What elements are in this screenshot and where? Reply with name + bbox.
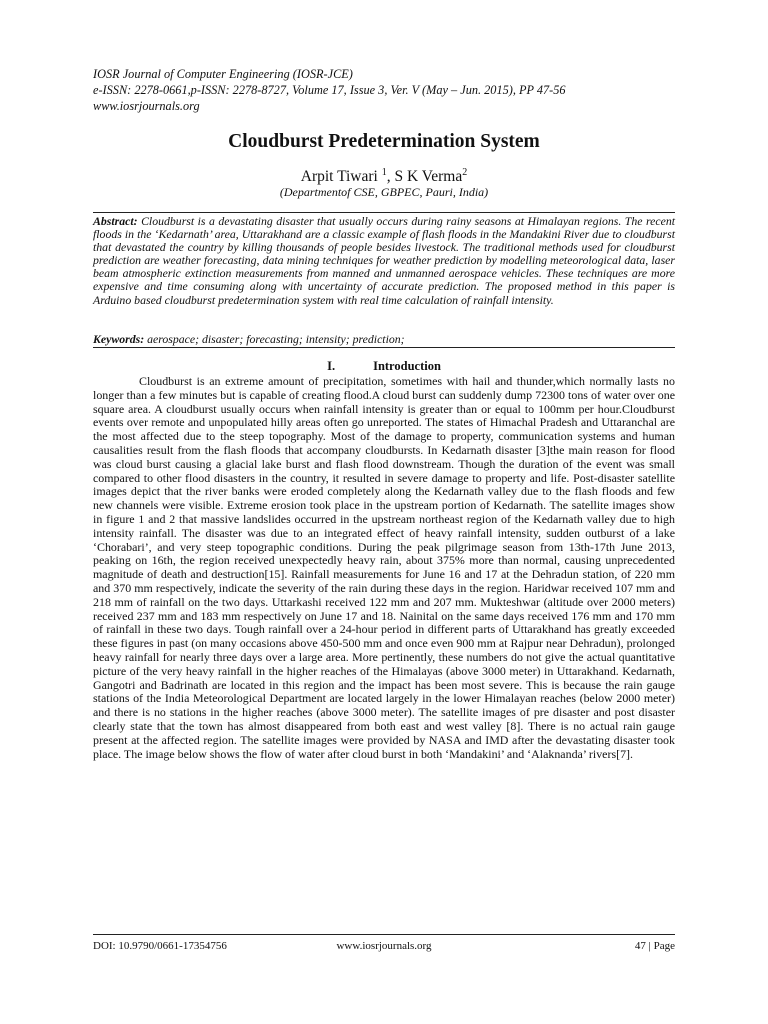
keywords-text: aerospace; disaster; forecasting; intensity; prediction; <box>147 332 405 346</box>
journal-issn: e-ISSN: 2278-0661,p-ISSN: 2278-8727, Volume 17, Issue 3, Ver. V (May – Jun. 2015), PP 47-56 <box>93 83 566 97</box>
author-2-affiliation-mark: 2 <box>462 167 468 178</box>
footer-page-number: 47 | Page <box>634 940 675 952</box>
journal-header <box>93 66 693 114</box>
keywords-label: Keywords: <box>93 332 145 346</box>
introduction-paragraph: Cloudburst is an extreme amount of precipitation, sometimes with hail and thunder,which normally lasts no longer than a few minutes but is capable of creating flood.A cloud burst can suddenly dump 72300 tons of water over one square area. A cloudburst usually occurs when rainfall intensity is greater than or equal to 100mm per hour.Cloudburst events over remote and unpopulated hilly areas often go unreported. The states of Himachal Pradesh and Uttaranchal are the most affected due to the steep topography. Most of the damage to property, communication systems and human causalities result from the flash floods that accompany cloudbursts. In Kedarnath disaster [3]the main reason for flood was cloud burst causing a glacial lake burst and flash flood downstream. Though the duration of the event was small compared to other flood disasters in the country, it resulted in severe damage to property and life. Post-disaster satellite images depict that the river banks were eroded completely along the Kedarnath valley due to the flash floods and few new channels were visible. Extreme erosion took place in the upstream portion of Kedarnath. The satellite images show in figure 1 and 2 that massive landslides occurred in the upstream northeast region of the Kedarnath valley due to high intensity rainfall. The disaster was due to an integrated effect of heavy rainfall intensity, sudden outburst of a lake ‘Chorabari’, and very steep topographic conditions. During the peak pilgrimage season from 13th-17th June 2013, peaking on 16th, the region received unexpectedly heavy rain, about 375% more than normal, causing unprecedented magnitude of death and destruction[15]. Rainfall measurements for June 16 and 17 at the Dehradun station, of 220 mm and 370 mm respectively, indicate the severity of the rain during these days in the region. Haridwar received 107 mm and 218 mm of rainfall on the two days. Uttarkashi received 122 mm and 207 mm. Mukteshwar (altitude over 2000 meters) received 237 mm and 183 mm respectively on June 17 and 18. Nainital on the same days received 176 mm and 170 mm of rainfall in these two days. Tough rainfall over a 24-hour period in different parts of Uttarakhand has greatly exceeded these figures in past (on many occasions above 450-500 mm and once even 900 mm at Rajpur near Dehradun), prolonged heavy rainfall for nearly three days over a large area. More pertinently, these numbers do not give the actual quantitative picture of the very heavy rainfall in the higher reaches of the Himalayas (above 3000 meter) in Uttarakhand. Kedarnath, Gangotri and Badrinath are located in this region and the impact has been most severe. This is because the rain gauge stations of the India Meteorological Department are located largely in the lower Himalayan reaches (below 2000 meter) and there is no stations in the higher reaches (above 3000 meter). The satellite images of pre disaster and post disaster clearly state that the town has almost disappeared from both east and west valley [8]. There is no actual rain gauge present at the affected region. The satellite images were provided by NASA and IMD after the devastating disaster took place. The image below shows the flow of water after cloud burst in both ‘Mandakini’ and ‘Alaknanda’ rivers[7]. <box>93 374 675 761</box>
author-1-affiliation-mark: 1 <box>381 167 387 178</box>
footer-website: www.iosrjournals.org <box>336 940 432 952</box>
author-1: Arpit Tiwari <box>300 168 378 186</box>
journal-name: IOSR Journal of Computer Engineering (IOSR-JCE) <box>93 67 353 81</box>
section-heading <box>0 359 768 374</box>
journal-website: www.iosrjournals.org <box>93 99 200 113</box>
paper-title: Cloudburst Predetermination System <box>228 131 540 152</box>
author-line: Arpit Tiwari $^1$, S K Verma$^2$ <box>300 167 468 186</box>
footer-doi: DOI: 10.9790/0661-17354756 <box>93 940 227 952</box>
footer-rule <box>93 934 675 935</box>
section-number: I. <box>327 359 336 373</box>
abstract-text: Cloudburst is a devastating disaster that usually occurs during rainy seasons at Himalayan regions. The recent floods in the ‘Kedarnath’ area, Uttarakhand are a classic example of flash floods in the Mandakini River due to cloudburst that devastated the country by killing thousands of people besides livestock. The traditional methods used for cloudburst prediction are weather forecasting, data mining techniques for weather prediction by modelling meteorological data, laser beam atmospheric extinction measurements from manned and unmanned aerospace vehicles. These techniques are more expensive and time consuming along with uncertainty of accurate prediction. The proposed method in this paper is Arduino based cloudburst predetermination system with real time calculation of rainfall intensity. <box>93 214 675 307</box>
abstract-top-rule <box>93 212 675 213</box>
abstract-bottom-rule <box>93 347 675 348</box>
abstract <box>93 215 675 307</box>
introduction-body <box>93 375 675 761</box>
author-2: S K Verma <box>394 168 463 186</box>
keywords <box>93 333 675 346</box>
abstract-label: Abstract: <box>93 214 138 228</box>
author-affiliation: (Departmentof CSE, GBPEC, Pauri, India) <box>279 185 489 199</box>
section-title: Introduction <box>373 359 441 373</box>
